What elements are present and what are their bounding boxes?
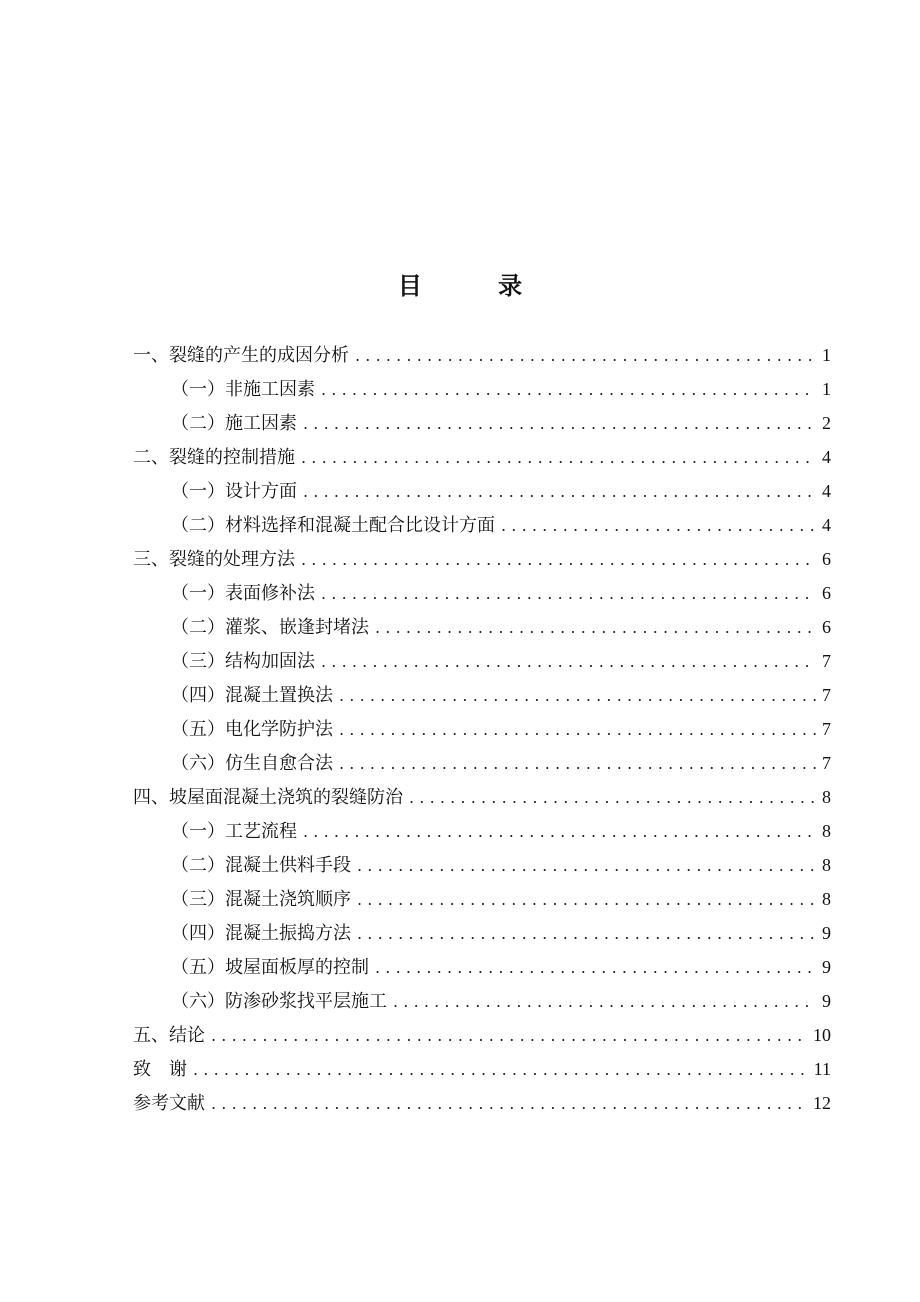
toc-leader-dots	[355, 339, 816, 373]
toc-leader-dots	[211, 1087, 807, 1121]
toc-entry-label: （三）混凝土浇筑顺序	[171, 889, 351, 910]
toc-page-number: 1	[822, 345, 831, 365]
toc-leader-dots	[303, 475, 816, 509]
toc-subentry[interactable]	[133, 406, 831, 440]
toc-leader-dots	[303, 815, 816, 849]
toc-entry-label: （二）施工因素	[171, 413, 297, 434]
toc-entry-label: （一）非施工因素	[171, 379, 315, 400]
toc-subentry[interactable]	[133, 916, 831, 950]
toc-subentry[interactable]	[133, 950, 831, 984]
toc-page-number: 7	[822, 753, 831, 773]
toc-entry-label: 致 谢	[133, 1059, 187, 1080]
toc-entry[interactable]	[133, 440, 831, 474]
toc-page-number: 12	[813, 1093, 831, 1113]
toc-leader-dots	[301, 543, 816, 577]
toc-entry[interactable]	[133, 1018, 831, 1052]
toc-entry-label: 五、结论	[133, 1025, 205, 1046]
toc-leader-dots	[301, 441, 816, 475]
toc-leader-dots	[357, 917, 816, 951]
toc-entry-label: （五）坡屋面板厚的控制	[171, 957, 369, 978]
toc-leader-dots	[321, 577, 816, 611]
toc-page-number: 11	[813, 1059, 831, 1079]
toc-entry-label: （四）混凝土振捣方法	[171, 923, 351, 944]
toc-leader-dots	[339, 679, 816, 713]
toc-leader-dots	[303, 407, 816, 441]
toc-entry[interactable]	[133, 1086, 831, 1120]
toc-entry-label: （三）结构加固法	[171, 651, 315, 672]
toc-entry-label: 参考文献	[133, 1093, 205, 1114]
toc-subentry[interactable]	[133, 882, 831, 916]
toc-subentry[interactable]	[133, 984, 831, 1018]
toc-page-number: 1	[822, 379, 831, 399]
table-of-contents	[133, 338, 831, 1120]
toc-page-number: 8	[822, 889, 831, 909]
toc-subentry[interactable]	[133, 746, 831, 780]
toc-subentry[interactable]	[133, 712, 831, 746]
toc-entry-label: （二）灌浆、嵌逢封堵法	[171, 617, 369, 638]
toc-entry-label: 四、坡屋面混凝土浇筑的裂缝防治	[133, 787, 403, 808]
toc-subentry[interactable]	[133, 644, 831, 678]
toc-entry[interactable]	[133, 338, 831, 372]
toc-subentry[interactable]	[133, 508, 831, 542]
toc-page-number: 6	[822, 583, 831, 603]
toc-page-number: 7	[822, 719, 831, 739]
toc-page-number: 8	[822, 855, 831, 875]
toc-entry[interactable]	[133, 542, 831, 576]
toc-entry-label: （二）混凝土供料手段	[171, 855, 351, 876]
toc-leader-dots	[321, 373, 816, 407]
toc-page-number: 7	[822, 651, 831, 671]
toc-subentry[interactable]	[133, 474, 831, 508]
toc-page-number: 9	[822, 991, 831, 1011]
toc-page-number: 4	[822, 515, 831, 535]
toc-entry[interactable]	[133, 1052, 831, 1086]
toc-leader-dots	[193, 1053, 808, 1087]
toc-subentry[interactable]	[133, 848, 831, 882]
toc-subentry[interactable]	[133, 678, 831, 712]
toc-page-number: 6	[822, 549, 831, 569]
toc-entry-label: （一）表面修补法	[171, 583, 315, 604]
toc-entry-label: 二、裂缝的控制措施	[133, 447, 295, 468]
page-title: 目 录	[397, 271, 557, 300]
toc-subentry[interactable]	[133, 576, 831, 610]
toc-subentry[interactable]	[133, 372, 831, 406]
toc-leader-dots	[357, 849, 816, 883]
toc-page-number: 9	[822, 957, 831, 977]
toc-leader-dots	[339, 747, 816, 781]
toc-leader-dots	[409, 781, 816, 815]
toc-page-number: 2	[822, 413, 831, 433]
toc-entry-label: （一）设计方面	[171, 481, 297, 502]
toc-entry-label: （二）材料选择和混凝土配合比设计方面	[171, 515, 495, 536]
toc-entry-label: （六）防渗砂浆找平层施工	[171, 991, 387, 1012]
toc-page-number: 8	[822, 821, 831, 841]
toc-page-number: 6	[822, 617, 831, 637]
toc-leader-dots	[211, 1019, 807, 1053]
toc-page-number: 10	[813, 1025, 831, 1045]
toc-leader-dots	[321, 645, 816, 679]
toc-entry-label: （四）混凝土置换法	[171, 685, 333, 706]
toc-subentry[interactable]	[133, 610, 831, 644]
toc-entry-label: 一、裂缝的产生的成因分析	[133, 345, 349, 366]
toc-leader-dots	[393, 985, 816, 1019]
toc-page-number: 9	[822, 923, 831, 943]
toc-leader-dots	[375, 611, 816, 645]
toc-entry-label: 三、裂缝的处理方法	[133, 549, 295, 570]
toc-entry-label: （五）电化学防护法	[171, 719, 333, 740]
toc-leader-dots	[375, 951, 816, 985]
toc-page-number: 7	[822, 685, 831, 705]
toc-leader-dots	[501, 509, 816, 543]
toc-leader-dots	[339, 713, 816, 747]
toc-entry[interactable]	[133, 780, 831, 814]
toc-page-number: 4	[822, 447, 831, 467]
toc-entry-label: （一）工艺流程	[171, 821, 297, 842]
toc-page-number: 8	[822, 787, 831, 807]
toc-subentry[interactable]	[133, 814, 831, 848]
toc-leader-dots	[357, 883, 816, 917]
toc-entry-label: （六）仿生自愈合法	[171, 753, 333, 774]
toc-page-number: 4	[822, 481, 831, 501]
